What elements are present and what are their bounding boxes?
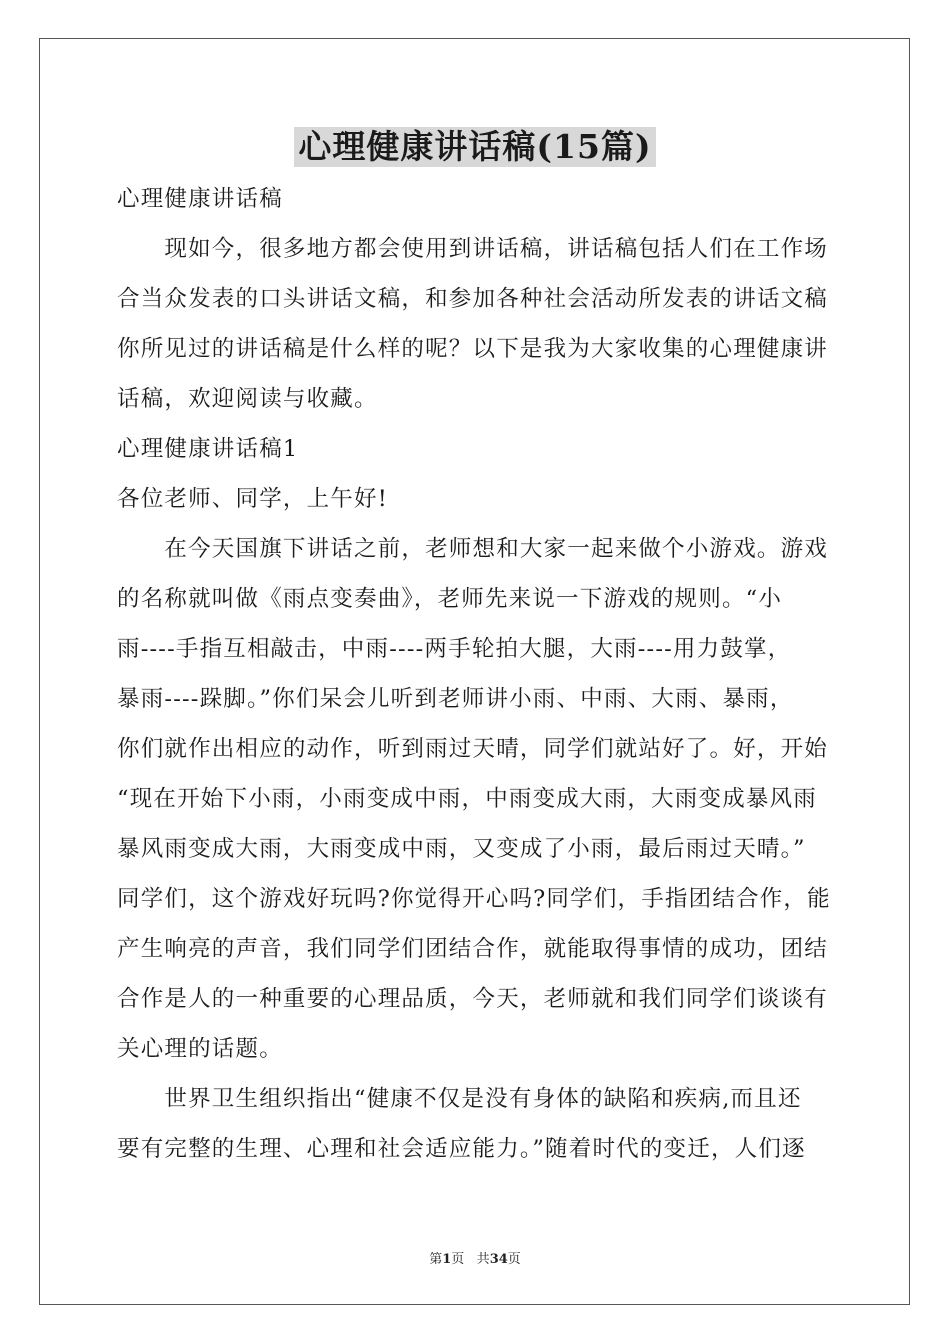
body-line: 要有完整的生理、心理和社会适应能力。”随着时代的变迁，人们逐 xyxy=(117,1136,806,1162)
total-pages: 34 xyxy=(489,1252,508,1267)
body-line: 合作是人的一种重要的心理品质，今天，老师就和我们同学们谈谈有 xyxy=(117,986,829,1012)
page-suffix: 页 xyxy=(451,1252,465,1267)
page-footer xyxy=(0,1248,950,1267)
page-prefix: 第 xyxy=(429,1252,443,1267)
intro-heading: 心理健康讲话稿 xyxy=(117,186,283,212)
body-line: 世界卫生组织指出“健康不仅是没有身体的缺陷和疾病,而且还 xyxy=(117,1086,802,1112)
body-line: 话稿，欢迎阅读与收藏。 xyxy=(117,386,378,412)
body-line: “现在开始下小雨，小雨变成中雨，中雨变成大雨，大雨变成暴风雨 xyxy=(117,786,818,812)
body-line: 同学们，这个游戏好玩吗?你觉得开心吗?同学们，手指团结合作，能 xyxy=(117,886,831,912)
body-line: 的名称就叫做《雨点变奏曲》，老师先来说一下游戏的规则。“小 xyxy=(117,586,783,612)
body-line: 关心理的话题。 xyxy=(117,1036,283,1062)
body-line: 在今天国旗下讲话之前，老师想和大家一起来做个小游戏。游戏 xyxy=(117,536,829,562)
body-line: 你们就作出相应的动作，听到雨过天晴，同学们就站好了。好，开始 xyxy=(117,736,829,762)
body-line: 合当众发表的口头讲话文稿，和参加各种社会活动所发表的讲话文稿 xyxy=(117,286,829,312)
section-heading: 心理健康讲话稿1 xyxy=(117,436,299,462)
body-line: 你所见过的讲话稿是什么样的呢？以下是我为大家收集的心理健康讲 xyxy=(117,336,829,362)
body-line: 暴风雨变成大雨，大雨变成中雨，又变成了小雨，最后雨过天晴。” xyxy=(117,836,806,862)
total-prefix: 共 xyxy=(476,1252,490,1267)
body-line: 暴雨----跺脚。”你们呆会儿听到老师讲小雨、中雨、大雨、暴雨， xyxy=(117,686,794,712)
greeting-line: 各位老师、同学，上午好! xyxy=(117,486,388,512)
total-suffix: 页 xyxy=(507,1252,521,1267)
body-line: 产生响亮的声音，我们同学们团结合作，就能取得事情的成功，团结 xyxy=(117,936,829,962)
page-border xyxy=(39,38,910,1305)
document-title: 心理健康讲话稿(15篇) xyxy=(294,127,655,167)
body-line: 雨----手指互相敲击，中雨----两手轮拍大腿，大雨----用力鼓掌， xyxy=(117,636,792,662)
title-container xyxy=(0,127,950,167)
page-number: 1 xyxy=(442,1252,452,1267)
body-line: 现如今，很多地方都会使用到讲话稿，讲话稿包括人们在工作场 xyxy=(117,236,829,262)
